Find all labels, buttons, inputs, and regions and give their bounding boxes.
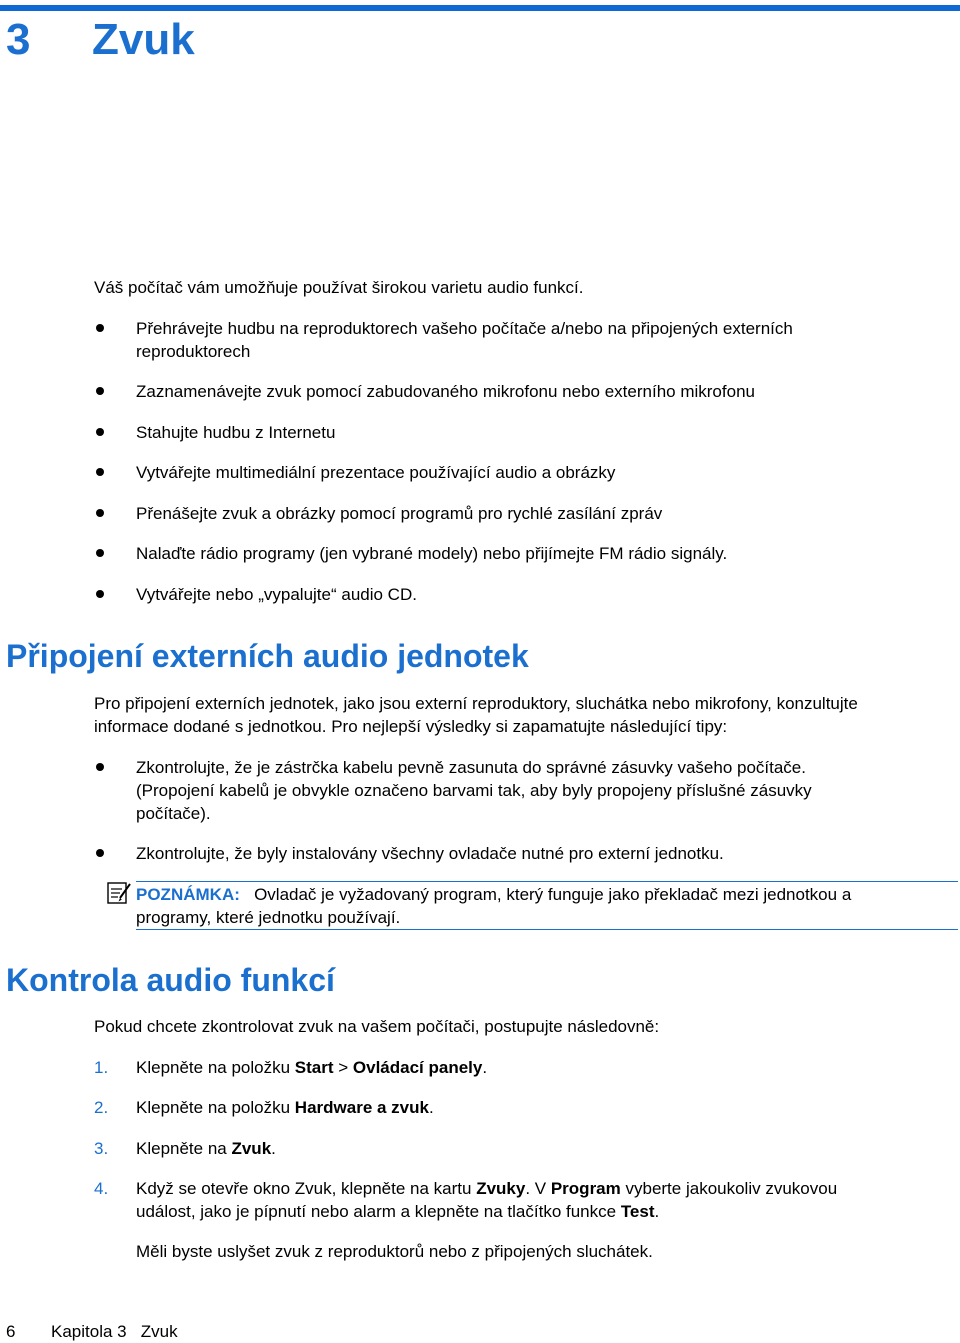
note-text: POZNÁMKA: Ovladač je vyžadovaný program, který funguje jako překladač mezi jednotkou a programy, které jednotku používají. [136,885,852,927]
note-top-rule [136,881,958,882]
page-footer [6,1320,178,1343]
section1-paragraph: Pro připojení externích jednotek, jako jsou externí reproduktory, sluchátka nebo mikrofony, konzultujte informace dodané s jednotkou. Pro nejlepší výsledky si zapamatujte následující tipy: [94,694,858,736]
tip-item: Zkontrolujte, že byly instalovány všechny ovladače nutné pro externí jednotku. [136,844,724,863]
top-rule [0,5,960,11]
intro-paragraph: Váš počítač vám umožňuje používat širokou varietu audio funkcí. [94,278,584,297]
step-item: Klepněte na Zvuk. [136,1139,276,1158]
bullet-icon [96,763,104,771]
footer-chapter-label: Kapitola 3 [51,1322,127,1341]
feature-item: Stahujte hudbu z Internetu [136,423,336,442]
step-number: 2. [94,1098,109,1117]
bullet-icon [96,509,104,517]
tip-item: Zkontrolujte, že je zástrčka kabelu pevně zasunuta do správné zásuvky vašeho počítače. (Propojení kabelů je obvykle označeno barvami tak, aby byly propojeny příslušné zásuvky počítače). [136,758,812,823]
step-item: Když se otevře okno Zvuk, klepněte na kartu Zvuky. V Program vyberte jakoukoliv zvukovou událost, jako je pípnutí nebo alarm a klepněte na tlačítko funkce Test. [136,1179,838,1221]
section-heading-external-audio: Připojení externích audio jednotek [6,638,529,674]
note-bottom-rule [136,929,958,930]
feature-item: Vytvářejte multimediální prezentace používající audio a obrázky [136,463,616,482]
bullet-icon [96,549,104,557]
footer-chapter-name: Zvuk [140,1322,178,1341]
step-number: 3. [94,1139,109,1158]
bullet-icon [96,324,104,332]
feature-item: Přehrávejte hudbu na reproduktorech vašeho počítače a/nebo na připojených externích reproduktorech [136,319,793,361]
chapter-name: Zvuk [92,15,195,64]
bullet-icon [96,849,104,857]
feature-item: Nalaďte rádio programy (jen vybrané modely) nebo přijímejte FM rádio signály. [136,544,728,563]
section2-intro: Pokud chcete zkontrolovat zvuk na vašem počítači, postupujte následovně: [94,1017,660,1036]
bullet-icon [96,387,104,395]
step-item: Klepněte na položku Hardware a zvuk. [136,1098,434,1117]
page-number: 6 [6,1322,16,1341]
closing-paragraph: Měli byste uslyšet zvuk z reproduktorů nebo z připojených sluchátek. [136,1242,653,1261]
bullet-icon [96,468,104,476]
step-number: 4. [94,1179,109,1198]
bullet-icon [96,428,104,436]
feature-item: Přenášejte zvuk a obrázky pomocí programů pro rychlé zasílání zpráv [136,504,663,523]
chapter-title [6,14,195,66]
note-icon [106,881,132,905]
note-label: POZNÁMKA: [136,885,240,904]
step-number: 1. [94,1058,109,1077]
chapter-number: 3 [6,15,31,64]
bullet-icon [96,590,104,598]
feature-item: Vytvářejte nebo „vypalujte“ audio CD. [136,585,417,604]
feature-item: Zaznamenávejte zvuk pomocí zabudovaného mikrofonu nebo externího mikrofonu [136,382,755,401]
step-item: Klepněte na položku Start > Ovládací panely. [136,1058,488,1077]
section-heading-audio-check: Kontrola audio funkcí [6,962,335,998]
